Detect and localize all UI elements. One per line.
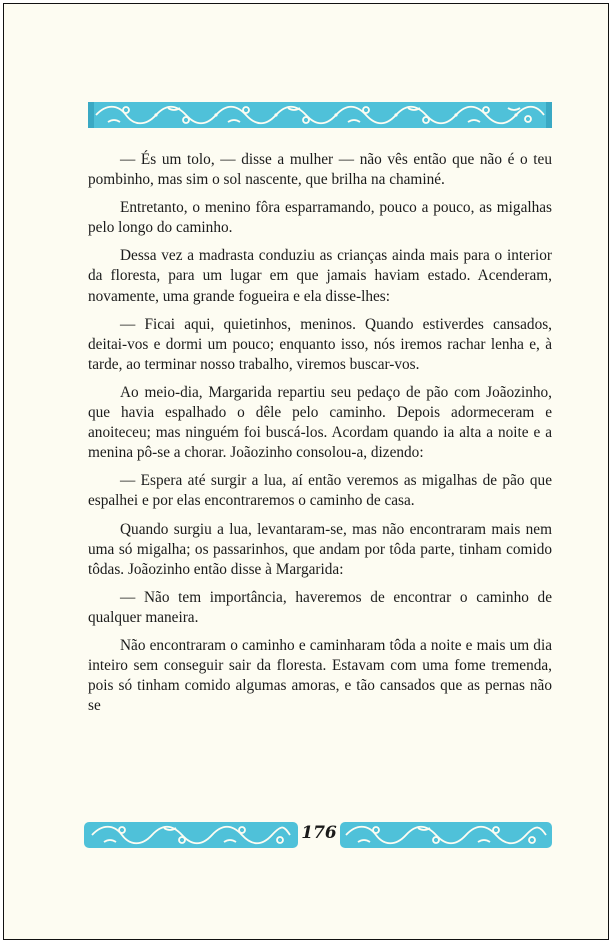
body-text [88, 150, 552, 724]
top-ornament-band [88, 98, 552, 132]
page-number: 176 [301, 823, 337, 843]
page-footer [84, 818, 552, 852]
paragraph: Ao meio-dia, Margarida repartiu seu pedaço de pão com Joãozinho, que havia espalhado o dêle pelo caminho. Depois adormeceram e anoiteceu; mas ninguém foi buscá-los. Acordam quando ia alta a noite e a menina pô-se a chorar. Joãozinho consolou-a, dizendo: [88, 383, 552, 462]
paragraph: Não encontraram o caminho e caminharam tôda a noite e mais um dia inteiro sem conseguir sair da floresta. Estavam com uma fome tremenda, pois só tinham comido algumas amoras, e tão cansados que as pernas não se [88, 636, 552, 715]
footer-ornament-right [340, 818, 552, 852]
paragraph: Entretanto, o menino fôra esparramando, pouco a pouco, as migalhas pelo longo do caminho. [88, 199, 552, 237]
footer-ornament-left [84, 818, 298, 852]
paragraph: Quando surgiu a lua, levantaram-se, mas não encontraram mais nem uma só migalha; os passarinhos, que andam por tôda parte, tinham comido tôdas. Joãozinho então disse à Margarida: [88, 520, 552, 578]
paragraph: — És um tolo, — disse a mulher — não vês então que não é o teu pombinho, mas sim o sol nascente, que brilha na chaminé. [88, 151, 552, 189]
paragraph: Dessa vez a madrasta conduziu as crianças ainda mais para o interior da floresta, para um lugar em que jamais haviam estado. Acenderam, novamente, uma grande fogueira e ela disse-lhes: [88, 247, 552, 305]
book-page [3, 3, 609, 940]
paragraph: — Não tem importância, haveremos de encontrar o caminho de qualquer maneira. [88, 588, 552, 626]
paragraph: — Espera até surgir a lua, aí então veremos as migalhas de pão que espalhei e por elas encontraremos o caminho de casa. [88, 472, 552, 510]
paragraph: — Ficai aqui, quietinhos, meninos. Quando estiverdes cansados, deitai-vos e dormi um pouco; enquanto isso, nós iremos rachar lenha e, à tarde, ao terminar nosso trabalho, viremos buscar-vos. [88, 315, 552, 373]
